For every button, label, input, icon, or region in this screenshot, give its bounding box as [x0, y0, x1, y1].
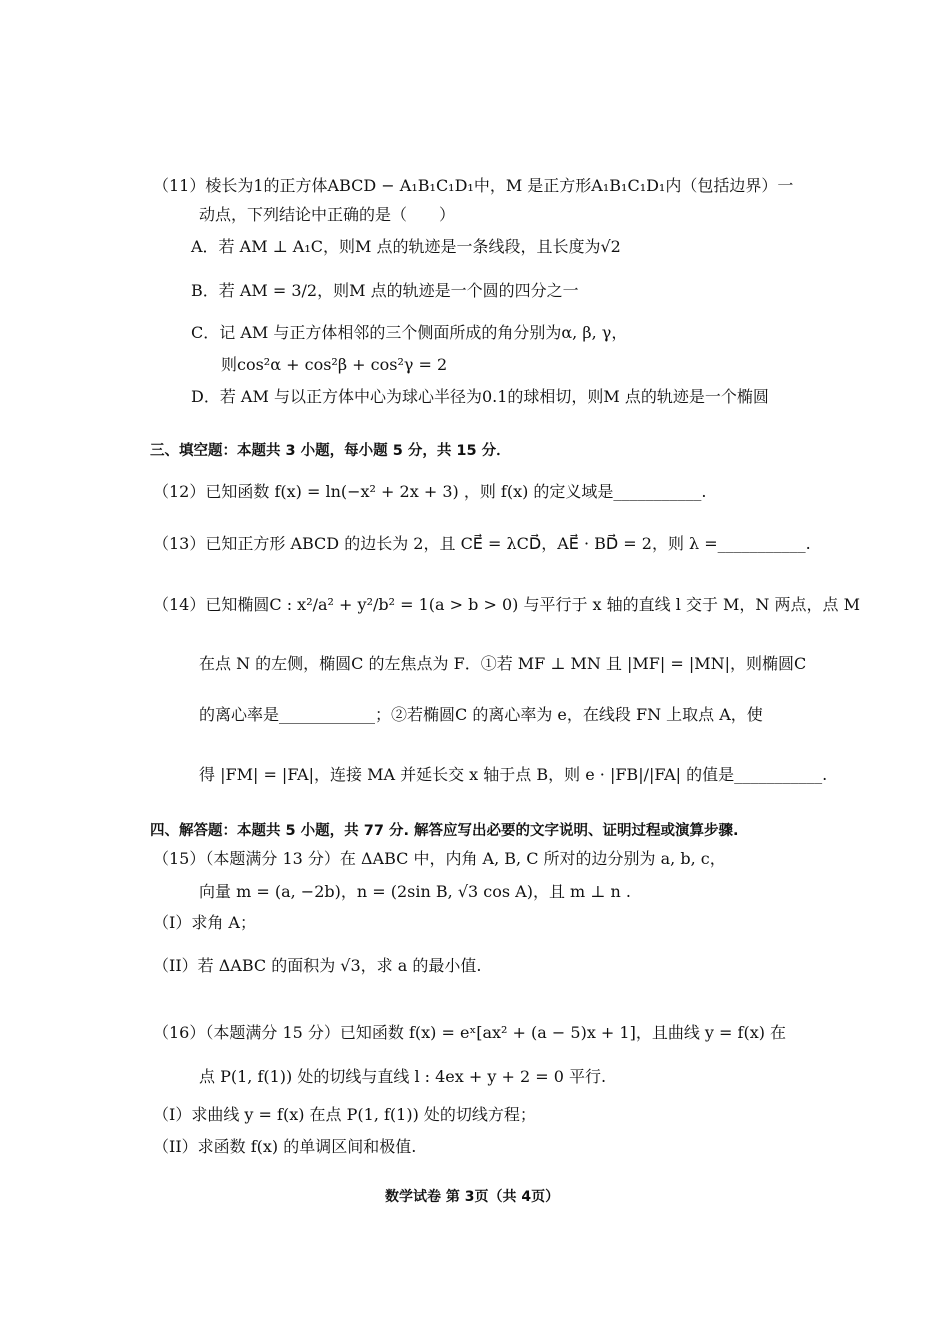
- q11-stem-line2: 动点，下列结论中正确的是（ ）: [199, 205, 456, 224]
- q15-line2: 向量 m = (a, −2b)，n = (2sin B, √3 cos A)，且 m ⊥ n .: [199, 882, 631, 901]
- q16-line2: 点 P(1, f(1)) 处的切线与直线 l : 4ex + y + 2 = 0 平行.: [199, 1067, 607, 1086]
- q15-part-1: （I）求角 A；: [153, 913, 256, 932]
- q11-option-d: D．若 AM 与以正方体中心为球心半径为0.1的球相切，则M 点的轨迹是一个椭圆: [191, 387, 769, 406]
- q11-stem-line1: （11）棱长为1的正方体ABCD − A₁B₁C₁D₁中，M 是正方形A₁B₁C₁D₁内（包括边界）一: [153, 176, 794, 195]
- q11-option-c-line1: C．记 AM 与正方体相邻的三个侧面所成的角分别为α, β, γ，: [191, 323, 628, 342]
- q16-line1: （16）（本题满分 15 分）已知函数 f(x) = eˣ[ax² + (a − 5)x + 1]，且曲线 y = f(x) 在: [153, 1023, 787, 1042]
- q16-part-2: （II）求函数 f(x) 的单调区间和极值.: [153, 1137, 417, 1156]
- q14-line4: 得 |FM| = |FA|，连接 MA 并延长交 x 轴于点 B，则 e · |FB|/|FA| 的值是___________.: [199, 765, 828, 784]
- section-3-heading: 三、填空题：本题共 3 小题，每小题 5 分，共 15 分．: [150, 443, 511, 459]
- q11-option-c-line2: 则cos²α + cos²β + cos²γ = 2: [221, 355, 448, 374]
- q15-part-2: （II）若 ΔABC 的面积为 √3，求 a 的最小值.: [153, 956, 482, 975]
- q14-line2: 在点 N 的左侧，椭圆C 的左焦点为 F．①若 MF ⊥ MN 且 |MF| = |MN|，则椭圆C: [199, 654, 807, 673]
- q15-line1: （15）（本题满分 13 分）在 ΔABC 中，内角 A, B, C 所对的边分别为 a, b, c，: [153, 849, 726, 868]
- q16-part-1: （I）求曲线 y = f(x) 在点 P(1, f(1)) 处的切线方程；: [153, 1105, 536, 1124]
- page-footer: 数学试卷 第 3页（共 4页）: [385, 1189, 560, 1205]
- section-4-heading: 四、解答题：本题共 5 小题，共 77 分. 解答应写出必要的文字说明、证明过程或演算步骤.: [150, 823, 739, 839]
- question-13: （13）已知正方形 ABCD 的边长为 2，且 CE⃗ = λCD⃗，AE⃗ · BD⃗ = 2，则 λ =___________.: [153, 534, 811, 553]
- q14-line3: 的离心率是____________；②若椭圆C 的离心率为 e，在线段 FN 上取点 A，使: [199, 705, 763, 724]
- q11-option-b: B．若 AM = 3/2，则M 点的轨迹是一个圆的四分之一: [191, 281, 579, 300]
- q11-option-a: A．若 AM ⊥ A₁C，则M 点的轨迹是一条线段，且长度为√2: [191, 237, 621, 256]
- q14-line1: （14）已知椭圆C : x²/a² + y²/b² = 1(a > b > 0) 与平行于 x 轴的直线 l 交于 M，N 两点，点 M: [153, 595, 860, 614]
- question-12: （12）已知函数 f(x) = ln(−x² + 2x + 3) ，则 f(x) 的定义域是___________.: [153, 482, 707, 501]
